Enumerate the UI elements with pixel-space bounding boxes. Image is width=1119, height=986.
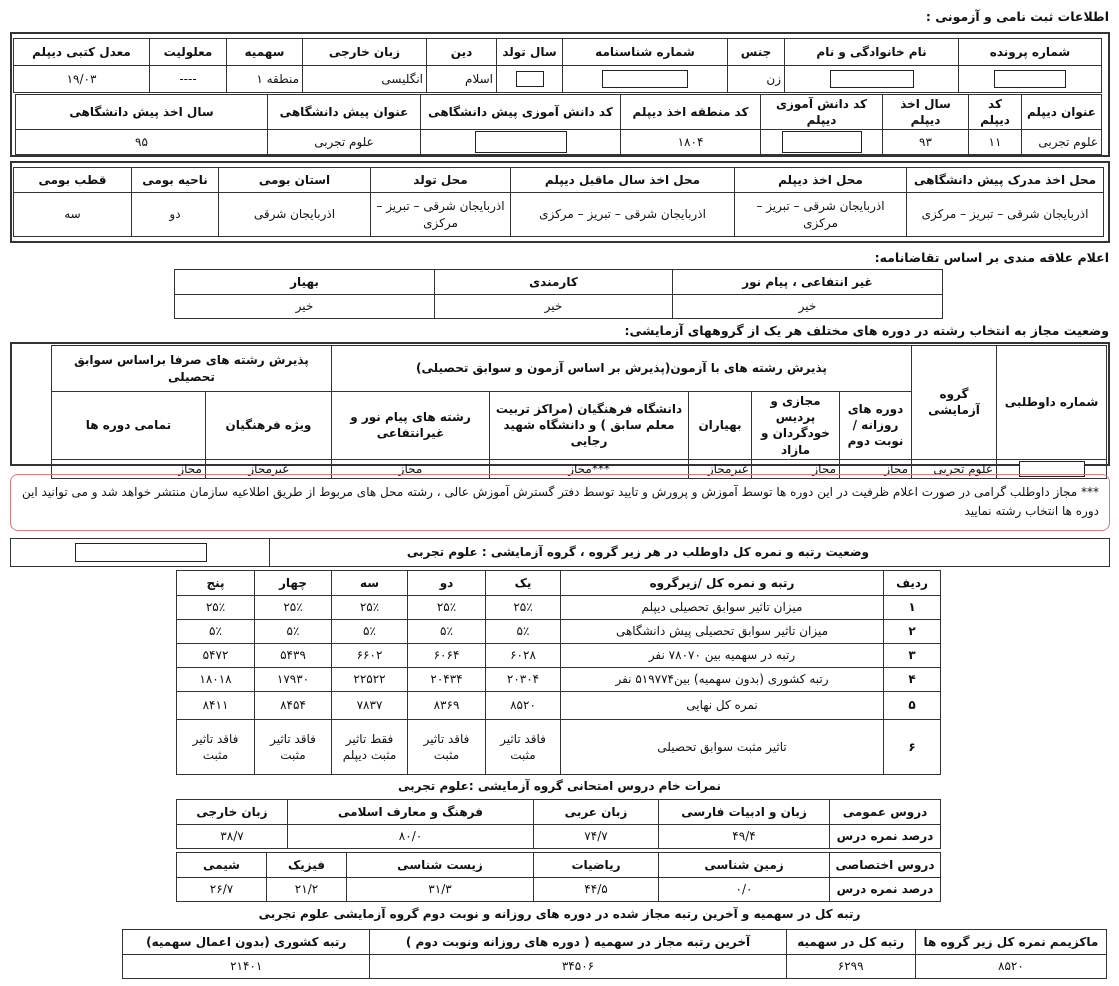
file-number-cell xyxy=(959,66,1102,93)
header-native-region: ناحیه بومی xyxy=(132,168,219,193)
arabic-value: ۷۴/۷ xyxy=(534,825,659,849)
header-native-pole: قطب بومی xyxy=(14,168,132,193)
birth-year-cell xyxy=(497,66,563,93)
row-value: ۲۰۴۳۴ xyxy=(408,668,486,692)
location-frame xyxy=(10,161,1110,243)
header-diploma-gpa: معدل کتبی دیپلم xyxy=(14,39,150,66)
daily-second-shift-value: مجاز xyxy=(840,459,912,479)
row-value: ۵۴۳۹ xyxy=(255,644,332,668)
table-row xyxy=(177,692,941,720)
header-id-number: شماره شناسنامه xyxy=(563,39,728,66)
header-payamenoor-nonprofit: رشته های پیام نور و غیرانتفاعی xyxy=(331,392,489,460)
header-divider xyxy=(269,539,270,566)
row-value: ۸۳۶۹ xyxy=(408,692,486,720)
diploma-gpa-value: ۱۹/۰۳ xyxy=(14,66,150,93)
final-title: رتبه کل در سهمیه و آخرین رتبه مجاز شده در دوره های روزانه و نوبت دوم گروه آزمایشی علوم تجربی xyxy=(258,907,861,921)
header-diploma-place: محل اخذ دیپلم xyxy=(735,168,907,193)
redacted-box xyxy=(475,131,567,153)
ranking-title: وضعیت رتبه و نمره کل داوطلب در هر زیر گروه ، گروه آزمایشی : علوم تجربی xyxy=(406,545,869,559)
header-preuniv-year: سال اخذ پیش دانشگاهی xyxy=(16,95,268,130)
header-native-province: استان بومی xyxy=(219,168,371,193)
header-gender: جنس xyxy=(728,39,785,66)
foreign-language-value: انگلیسی xyxy=(303,66,427,93)
header-persian: زبان و ادبیات فارسی xyxy=(659,800,830,825)
notice-text: *** مجاز داوطلب گرامی در صورت اعلام ظرفیت در این دوره ها توسط آموزش و پرورش و تایید توسط دفتر گسترش آموزش عالی ، رشته محل های مربوط از طریق اطلاعیه سازمان منتشر خواهد شد و می توانید این دوره ها انتخاب رشته نمایید xyxy=(21,485,1099,519)
general-courses-label: دروس عمومی xyxy=(830,800,941,825)
header-behyaran: بهیاران xyxy=(689,392,752,460)
percent-label: درصد نمره درس xyxy=(830,825,941,849)
header-birth-place: محل تولد xyxy=(371,168,511,193)
header-subgroup-4: چهار xyxy=(255,571,332,596)
row-number: ۴ xyxy=(884,668,941,692)
header-arabic: زبان عربی xyxy=(534,800,659,825)
chemistry-value: ۲۶/۷ xyxy=(177,878,267,902)
header-disability: معلولیت xyxy=(150,39,227,66)
ranking-header-bar xyxy=(10,538,1110,567)
row-label: رتبه در سهمیه بین ۷۸۰۷۰ نفر xyxy=(561,644,884,668)
row-value: ۱۷۹۳۰ xyxy=(255,668,332,692)
native-pole-value: سه xyxy=(14,193,132,237)
row-value: ۸۴۵۴ xyxy=(255,692,332,720)
row-value: ۲۲۵۲۲ xyxy=(332,668,408,692)
exam-group-value: علوم تجربی xyxy=(912,459,997,479)
header-math: ریاضیات xyxy=(534,853,659,878)
foreign-lang-value: ۳۸/۷ xyxy=(177,825,288,849)
religion-value: اسلام xyxy=(427,66,497,93)
nurse-aid-value: خیر xyxy=(175,295,435,319)
row-value: ۱۸۰۱۸ xyxy=(177,668,255,692)
table-row xyxy=(177,668,941,692)
row-value: ۲۵٪ xyxy=(408,596,486,620)
header-physics: فیزیک xyxy=(267,853,347,878)
geology-value: ۰/۰ xyxy=(659,878,830,902)
row-value: ۲۵٪ xyxy=(255,596,332,620)
math-value: ۴۴/۵ xyxy=(534,878,659,902)
row-value: ۲۰۳۰۴ xyxy=(486,668,561,692)
header-nonprofit-payamenoor: غیر انتفاعی ، پیام نور xyxy=(673,270,943,295)
header-diploma-code: کد دیپلم xyxy=(969,95,1022,130)
header-subgroup-5: پنج xyxy=(177,571,255,596)
special-courses-label: دروس اختصاصی xyxy=(830,853,941,878)
islamic-studies-value: ۸۰/۰ xyxy=(288,825,534,849)
row-value: فاقد تاثیر مثبت xyxy=(408,720,486,775)
diploma-title-value: علوم تجربی xyxy=(1022,130,1102,155)
row-value: ۶۰۶۴ xyxy=(408,644,486,668)
header-candidate-number: شماره داوطلبی xyxy=(997,346,1107,460)
preuniv-year-value: ۹۵ xyxy=(16,130,268,155)
row-value: ۲۵٪ xyxy=(486,596,561,620)
header-biology: زیست شناسی xyxy=(347,853,534,878)
row-value: فاقد تاثیر مثبت xyxy=(486,720,561,775)
row-label: رتبه کشوری (بدون سهمیه) بین۵۱۹۷۷۴ نفر xyxy=(561,668,884,692)
header-diploma-year: سال اخذ دیپلم xyxy=(883,95,969,130)
payamenoor-nonprofit-value: مجاز xyxy=(331,459,489,479)
registration-row2 xyxy=(18,94,1102,154)
redacted-box xyxy=(830,70,914,88)
id-number-cell xyxy=(563,66,728,93)
header-preuniv-student-code: کد دانش آموزی پیش دانشگاهی xyxy=(421,95,621,130)
header-rank-subgroup: رتبه و نمره کل /زیرگروه xyxy=(561,571,884,596)
row-value: ۲۵٪ xyxy=(332,596,408,620)
prediploma-place-value: اذربایجان شرقی – تبریز – مرکزی xyxy=(511,193,735,237)
quota-rank-value: ۶۲۹۹ xyxy=(786,955,915,979)
notice-box xyxy=(10,474,1110,531)
row-value: ۵۴۷۲ xyxy=(177,644,255,668)
employee-value: خیر xyxy=(435,295,673,319)
row-number: ۲ xyxy=(884,620,941,644)
native-region-value: دو xyxy=(132,193,219,237)
nonprofit-payamenoor-value: خیر xyxy=(673,295,943,319)
table-row xyxy=(177,620,941,644)
row-value: ۵٪ xyxy=(332,620,408,644)
max-total-score-value: ۸۵۲۰ xyxy=(915,955,1106,979)
ranking-table xyxy=(177,570,941,775)
header-quota-rank: رتبه کل در سهمیه xyxy=(786,930,915,955)
header-exam-based-admission: پذیرش رشته های با آزمون(پذیرش بر اساس آزمون و سوابق تحصیلی) xyxy=(331,346,911,392)
row-value: ۸۴۱۱ xyxy=(177,692,255,720)
row-value: ۲۵٪ xyxy=(177,596,255,620)
header-prediploma-place: محل اخذ سال ماقبل دیپلم xyxy=(511,168,735,193)
full-name-cell xyxy=(785,66,959,93)
header-row-number: ردیف xyxy=(884,571,941,596)
row-label: میزان تاثیر سوابق تحصیلی دیپلم xyxy=(561,596,884,620)
header-religion: دین xyxy=(427,39,497,66)
row-label: میزان تاثیر سوابق تحصیلی پیش دانشگاهی xyxy=(561,620,884,644)
header-preuniv-title: عنوان پیش دانشگاهی xyxy=(268,95,421,130)
final-table xyxy=(122,929,1107,979)
header-quota: سهمیه xyxy=(227,39,303,66)
header-foreign-lang: زبان خارجی xyxy=(177,800,288,825)
row-number: ۶ xyxy=(884,720,941,775)
header-employee: کارمندی xyxy=(435,270,673,295)
header-daily-second-shift: دوره های روزانه / نوبت دوم xyxy=(840,392,912,460)
row-value: فاقد تاثیر مثبت xyxy=(255,720,332,775)
header-national-rank: رتبه کشوری (بدون اعمال سهمیه) xyxy=(123,930,370,955)
physics-value: ۲۱/۲ xyxy=(267,878,347,902)
row-value: ۶۶۰۲ xyxy=(332,644,408,668)
header-preuniv-place: محل اخذ مدرک پیش دانشگاهی xyxy=(907,168,1104,193)
table-row xyxy=(177,720,941,775)
header-last-allowed-rank: آخرین رتبه مجاز در سهمیه ( دوره های روزانه ونوبت دوم ) xyxy=(370,930,786,955)
interest-table xyxy=(175,269,943,319)
header-max-total-score: ماکزیمم نمره کل زیر گروه ها xyxy=(915,930,1106,955)
header-subgroup-1: یک xyxy=(486,571,561,596)
header-file-number: شماره پرونده xyxy=(959,39,1102,66)
header-exam-group: گروه آزمایشی xyxy=(912,346,997,460)
header-diploma-region-code: کد منطقه اخذ دیپلم xyxy=(621,95,761,130)
diploma-student-code-cell xyxy=(761,130,883,155)
virtual-pardis-value: مجاز xyxy=(752,459,840,479)
biology-value: ۳۱/۳ xyxy=(347,878,534,902)
raw-scores-title: نمرات خام دروس امتحانی گروه آزمایشی :علوم تجربی xyxy=(398,779,721,793)
row-number: ۱ xyxy=(884,596,941,620)
header-islamic-studies: فرهنگ و معارف اسلامی xyxy=(288,800,534,825)
row-label: نمره کل نهایی xyxy=(561,692,884,720)
preuniv-title-value: علوم تجربی xyxy=(268,130,421,155)
general-scores-table xyxy=(177,799,941,849)
redacted-box xyxy=(602,70,688,88)
row-value: فقط تاثیر مثبت دیپلم xyxy=(332,720,408,775)
native-province-value: اذربایجان شرقی xyxy=(219,193,371,237)
diploma-year-value: ۹۳ xyxy=(883,130,969,155)
header-geology: زمین شناسی xyxy=(659,853,830,878)
row-value: ۵٪ xyxy=(408,620,486,644)
header-all-courses: تمامی دوره ها xyxy=(51,392,205,460)
last-allowed-rank-value: ۳۴۵۰۶ xyxy=(370,955,786,979)
header-diploma-student-code: کد دانش آموزی دیپلم xyxy=(761,95,883,130)
row-value: ۵٪ xyxy=(177,620,255,644)
farhangian-value: ***مجاز xyxy=(490,459,689,479)
interest-title: اعلام علاقه مندی بر اساس تقاضانامه: xyxy=(874,250,1109,265)
header-farhangian: دانشگاه فرهنگیان (مراکز تربیت معلم سابق ) و دانشگاه شهید رجایی xyxy=(490,392,689,460)
header-foreign-language: زبان خارجی xyxy=(303,39,427,66)
preuniv-student-code-cell xyxy=(421,130,621,155)
diploma-code-value: ۱۱ xyxy=(969,130,1022,155)
persian-value: ۴۹/۴ xyxy=(659,825,830,849)
row-value: ۵٪ xyxy=(486,620,561,644)
table-row xyxy=(177,644,941,668)
registration-row1 xyxy=(18,38,1102,93)
row-value: ۶۰۲۸ xyxy=(486,644,561,668)
table-row xyxy=(177,596,941,620)
row-label: تاثیر مثبت سوابق تحصیلی xyxy=(561,720,884,775)
diploma-region-code-value: ۱۸۰۴ xyxy=(621,130,761,155)
header-record-based-admission: پذیرش رشته های صرفا براساس سوابق تحصیلی xyxy=(51,346,331,392)
redacted-box xyxy=(782,131,862,153)
header-diploma-title: عنوان دیپلم xyxy=(1022,95,1102,130)
row-value: ۷۸۳۷ xyxy=(332,692,408,720)
header-virtual-pardis: مجازی و پردیس خودگردان و مازاد xyxy=(752,392,840,460)
header-nurse-aid: بهیار xyxy=(175,270,435,295)
special-scores-table xyxy=(177,852,941,902)
header-full-name: نام خانوادگی و نام xyxy=(785,39,959,66)
header-subgroup-3: سه xyxy=(332,571,408,596)
registration-title: اطلاعات ثبت نامی و آزمونی : xyxy=(925,9,1109,24)
row-value: فاقد تاثیر مثبت xyxy=(177,720,255,775)
diploma-place-value: اذربایجان شرقی – تبریز – مرکزی xyxy=(735,193,907,237)
allowed-frame xyxy=(10,342,1110,476)
quota-value: منطقه ۱ xyxy=(227,66,303,93)
header-subgroup-2: دو xyxy=(408,571,486,596)
header-birth-year: سال تولد xyxy=(497,39,563,66)
header-teachers-special: ویژه فرهنگیان xyxy=(205,392,331,460)
birth-place-value: اذربایجان شرقی – تبریز – مرکزی xyxy=(371,193,511,237)
disability-value: ---- xyxy=(150,66,227,93)
all-courses-value: مجاز xyxy=(51,459,205,479)
behyaran-value: غیرمجاز xyxy=(689,459,752,479)
redacted-box xyxy=(75,543,207,562)
registration-frame xyxy=(10,32,1110,157)
row-number: ۵ xyxy=(884,692,941,720)
row-number: ۳ xyxy=(884,644,941,668)
header-chemistry: شیمی xyxy=(177,853,267,878)
national-rank-value: ۲۱۴۰۱ xyxy=(123,955,370,979)
gender-value: زن xyxy=(728,66,785,93)
row-value: ۸۵۲۰ xyxy=(486,692,561,720)
redacted-box xyxy=(994,70,1066,88)
preuniv-place-value: اذربایجان شرقی – تبریز – مرکزی xyxy=(907,193,1104,237)
row-value: ۵٪ xyxy=(255,620,332,644)
teachers-special-value: غیرمجاز xyxy=(205,459,331,479)
percent-label: درصد نمره درس xyxy=(830,878,941,902)
allowed-title: وضعیت مجاز به انتخاب رشته در دوره های مختلف هر یک از گروههای آزمایشی: xyxy=(624,323,1109,338)
redacted-box xyxy=(516,71,544,87)
